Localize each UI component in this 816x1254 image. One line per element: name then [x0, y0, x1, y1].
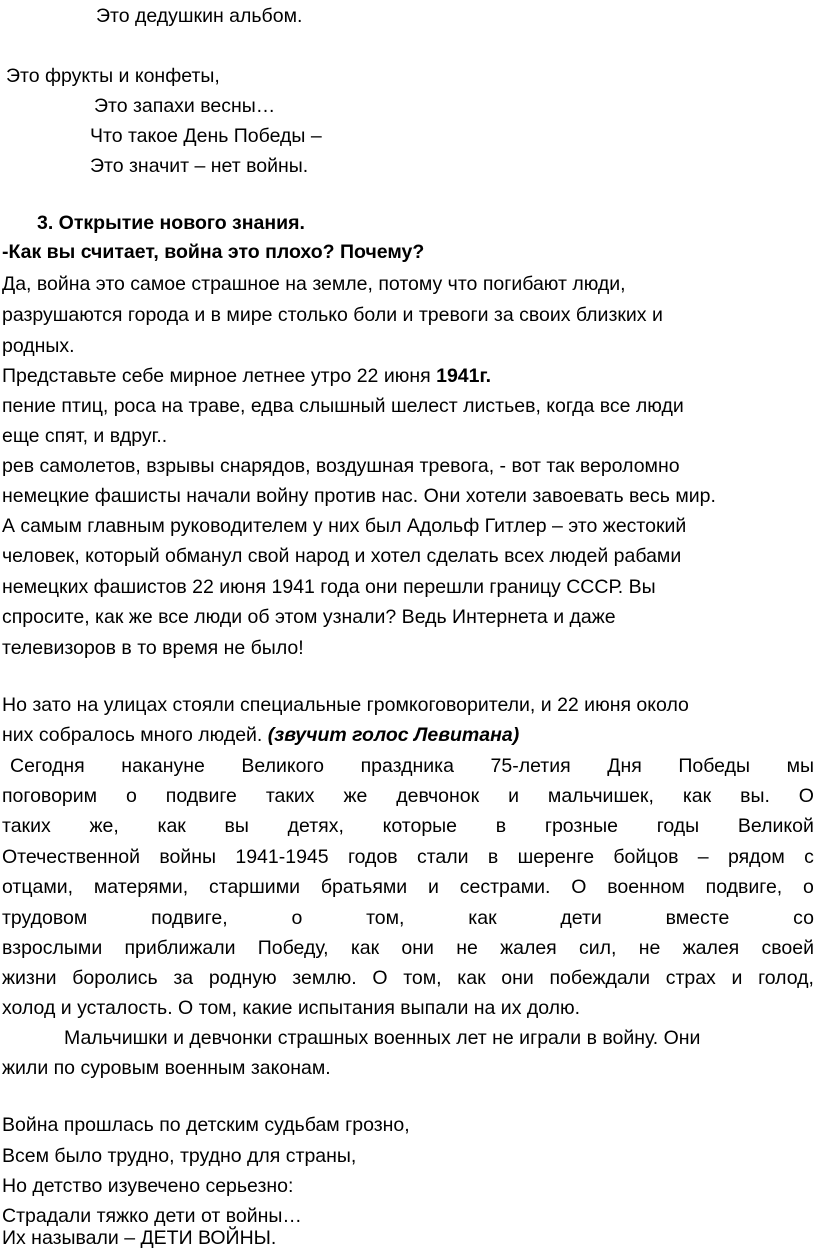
word: жизни — [2, 967, 57, 989]
word: как — [682, 785, 712, 807]
word: за — [173, 967, 194, 989]
word: же, — [89, 815, 119, 837]
justified-line — [2, 784, 814, 808]
word: мы — [786, 755, 814, 777]
text-fragment: Представьте себе мирное летнее утро 22 июня — [2, 365, 437, 387]
word: О — [798, 785, 814, 807]
word: Победы — [678, 755, 750, 777]
word: матерями, — [93, 876, 189, 898]
word: старшими — [209, 876, 300, 898]
poem-line: Их называли – ДЕТИ ВОЙНЫ. — [2, 1227, 277, 1249]
word: 1941-1945 — [235, 846, 329, 868]
word: военном — [607, 876, 685, 898]
word: войны — [159, 846, 217, 868]
word: приближали — [124, 937, 236, 959]
word: со — [793, 907, 814, 929]
word: вы. — [740, 785, 770, 807]
word: которые — [382, 815, 458, 837]
word: вы — [224, 815, 249, 837]
word: дети — [560, 907, 602, 929]
text-line: родных. — [2, 335, 75, 357]
word: не — [638, 937, 661, 959]
text-line: человек, который обманул свой народ и хотел сделать всех людей рабами — [2, 545, 682, 567]
word: родную — [208, 967, 277, 989]
word: и — [428, 876, 439, 898]
word: годов — [347, 846, 398, 868]
word: О — [372, 967, 388, 989]
text-line: рев самолетов, взрывы снарядов, воздушная тревога, - вот так вероломно — [2, 455, 680, 477]
year-bold: 1941г. — [436, 365, 492, 387]
word: Отечественной — [2, 846, 141, 868]
word: побеждали — [549, 967, 651, 989]
word: – — [697, 846, 709, 868]
word: трудовом — [2, 907, 88, 929]
word: как — [157, 815, 186, 837]
word: грозные — [544, 815, 618, 837]
word: годы — [656, 815, 700, 837]
text-line — [2, 723, 519, 747]
text-line: А самым главным руководителем у них был Адольф Гитлер – это жестокий — [2, 515, 687, 537]
word: жалея — [682, 937, 740, 959]
text-line: спросите, как же все люди об этом узнали? Ведь Интернета и даже — [2, 606, 616, 628]
word: же — [343, 785, 368, 807]
word: поговорим — [2, 785, 98, 807]
text-line: Мальчишки и девчонки страшных военных лет не играли в войну. Они — [64, 1027, 701, 1049]
word: и — [731, 967, 743, 989]
word: и — [508, 785, 519, 807]
word: Великой — [737, 815, 814, 837]
word: накануне — [121, 755, 205, 777]
justified-line — [2, 845, 814, 869]
word: как — [468, 907, 497, 929]
poem-line: Это фрукты и конфеты, — [6, 65, 220, 87]
justified-line — [2, 814, 814, 838]
section-heading: 3. Открытие нового знания. — [37, 212, 305, 234]
word: землю. — [292, 967, 357, 989]
word: 75-летия — [490, 755, 571, 777]
poem-line: Это значит – нет войны. — [90, 155, 309, 177]
poem-line: Страдали тяжко дети от войны… — [2, 1205, 302, 1227]
word: девчонок — [396, 785, 480, 807]
text-line: немецкие фашисты начали войну против нас. Они хотели завоевать весь мир. — [2, 485, 716, 507]
word: сил, — [578, 937, 617, 959]
word: стали — [416, 846, 469, 868]
word: детях, — [287, 815, 344, 837]
word: отцами, — [2, 876, 74, 898]
word: вместе — [665, 907, 730, 929]
word: голод, — [758, 967, 814, 989]
poem-line: Всем было трудно, трудно для страны, — [2, 1145, 357, 1167]
word: они — [501, 967, 534, 989]
word: о — [291, 907, 303, 929]
word: том, — [403, 967, 442, 989]
text-line: еще спят, и вдруг.. — [2, 425, 168, 447]
text-fragment: них собралось много людей. — [2, 724, 268, 746]
word: праздника — [360, 755, 454, 777]
word: взрослыми — [2, 937, 103, 959]
word: они — [401, 937, 434, 959]
poem-line: Это запахи весны… — [94, 95, 276, 117]
word: боролись — [72, 967, 158, 989]
word: братьями — [320, 876, 408, 898]
word: о — [125, 785, 137, 807]
word: в — [487, 846, 499, 868]
text-line: пение птиц, роса на траве, едва слышный шелест листьев, когда все люди — [2, 395, 684, 417]
justified-line — [2, 936, 814, 960]
word: не — [456, 937, 478, 959]
word: жалея — [500, 937, 557, 959]
question-line: -Как вы считает, война это плохо? Почему? — [2, 241, 425, 263]
text-line: холод и усталость. О том, какие испытания выпали на их долю. — [2, 997, 581, 1019]
word: таких — [265, 785, 315, 807]
word: сестрами. — [459, 876, 551, 898]
word: рядом — [727, 846, 785, 868]
word: том, — [366, 907, 405, 929]
poem-line: Это дедушкин альбом. — [96, 5, 303, 27]
justified-line — [2, 906, 814, 930]
word: таких — [2, 815, 51, 837]
text-line — [2, 364, 491, 388]
word: Сегодня — [10, 755, 85, 777]
word: как — [457, 967, 486, 989]
word: бойцов — [613, 846, 679, 868]
word: с — [804, 846, 814, 868]
stage-note: (звучит голос Левитана) — [267, 724, 520, 746]
poem-line: Война прошлась по детским судьбам грозно, — [2, 1114, 410, 1136]
justified-line — [10, 754, 814, 778]
word: подвиге, — [705, 876, 783, 898]
text-line: Да, война это самое страшное на земле, потому что погибают люди, — [2, 273, 626, 295]
word: Дня — [607, 755, 642, 777]
word: в — [495, 815, 507, 837]
justified-line — [2, 966, 814, 990]
word: о — [803, 876, 814, 898]
word: мальчишек, — [547, 785, 654, 807]
word: подвиге, — [151, 907, 228, 929]
word: своей — [761, 937, 814, 959]
text-line: разрушаются города и в мире столько боли и тревоги за своих близких и — [2, 304, 663, 326]
text-line: Но зато на улицах стояли специальные громкоговорители, и 22 июня около — [2, 694, 689, 716]
poem-line: Что такое День Победы – — [90, 125, 322, 147]
word: О — [571, 876, 587, 898]
word: шеренге — [517, 846, 595, 868]
word: как — [350, 937, 380, 959]
word: Победу, — [257, 937, 329, 959]
word: Великого — [241, 755, 325, 777]
word: страх — [665, 967, 716, 989]
justified-line — [2, 875, 814, 899]
poem-line: Но детство изувечено серьезно: — [2, 1175, 294, 1197]
text-line: жили по суровым военным законам. — [2, 1057, 331, 1079]
word: подвиге — [165, 785, 237, 807]
text-line: немецких фашистов 22 июня 1941 года они перешли границу СССР. Вы — [2, 576, 656, 598]
text-line: телевизоров в то время не было! — [2, 637, 304, 659]
